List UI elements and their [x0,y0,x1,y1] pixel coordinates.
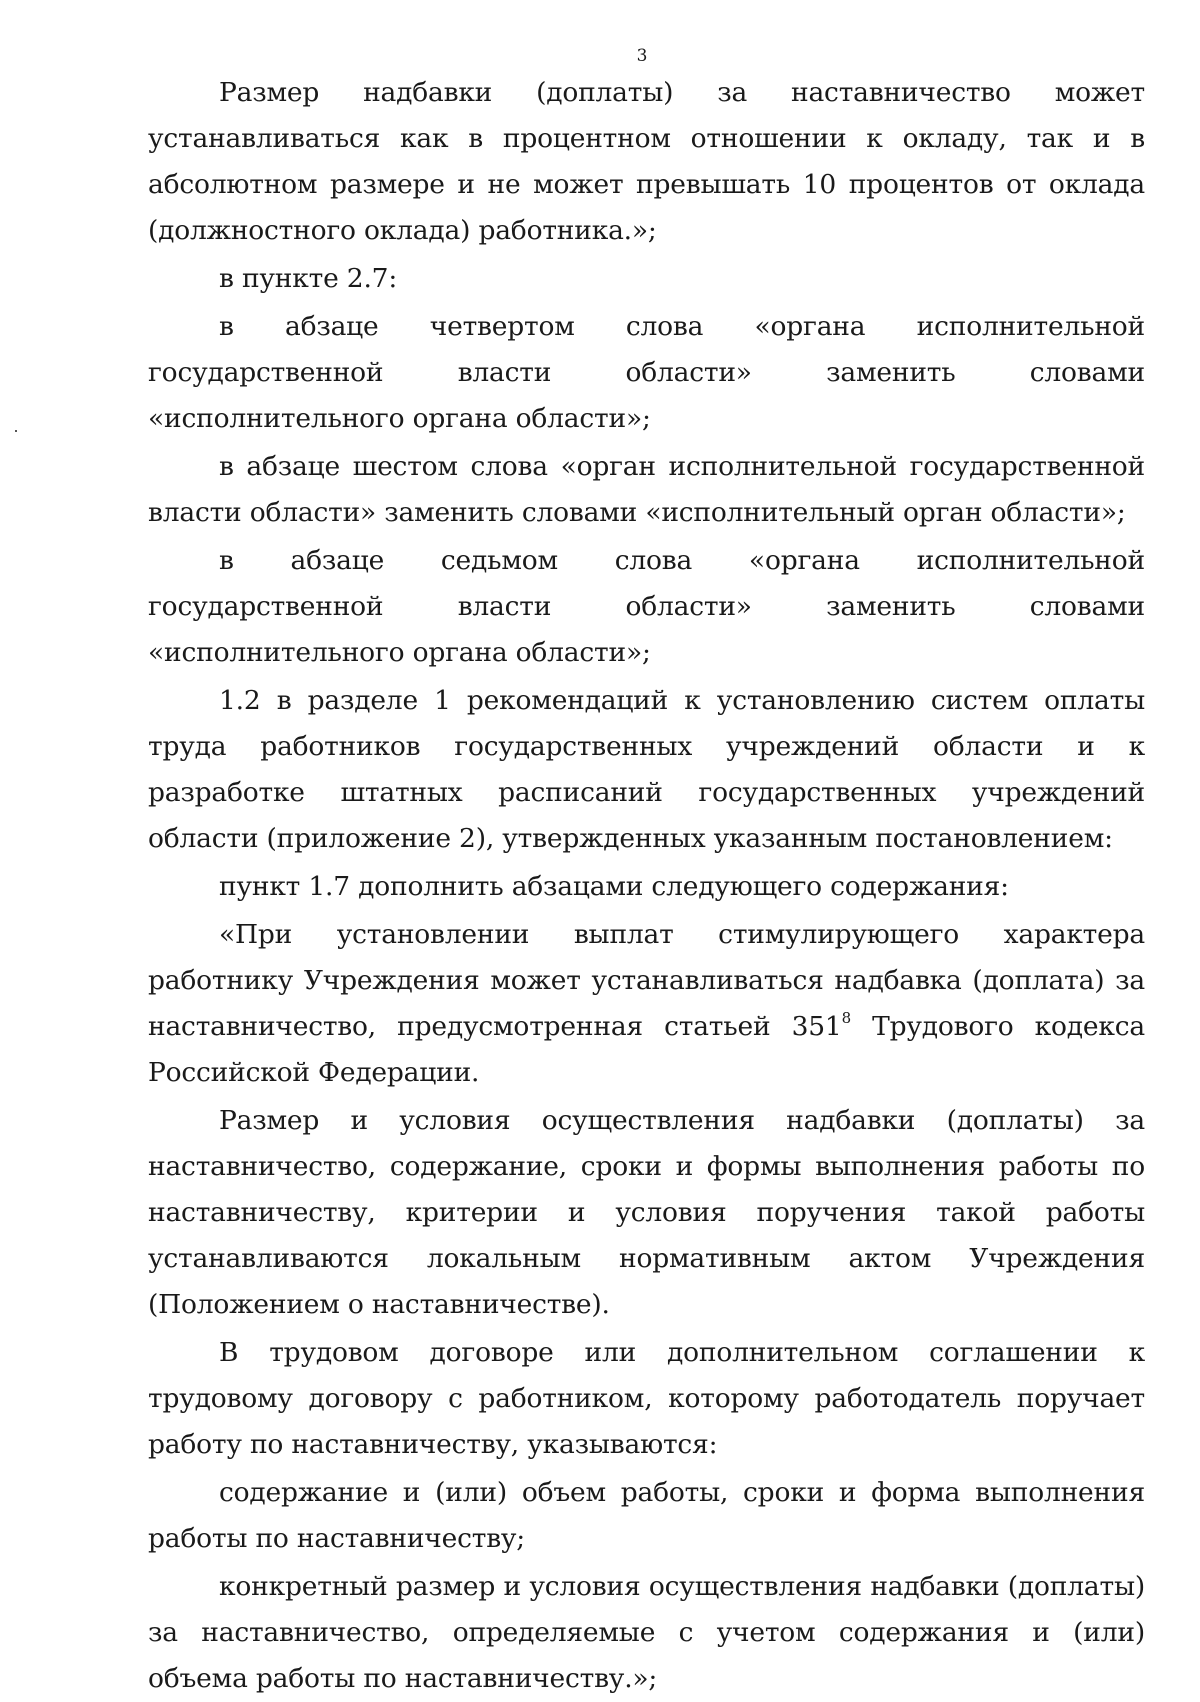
paragraph-stimulating-payments [148,912,1145,1096]
paragraph-seventh-abzac: в абзаце седьмом слова «органа исполнительной государственной власти области» заменить словами «исполнительного органа области»; [148,545,1145,668]
paragraph-specific-size: конкретный размер и условия осуществления надбавки (доплаты) за наставничество, определяемые с учетом содержания и (или) объема работы по наставничеству.»; [148,1571,1145,1694]
paragraph-clause-1-7: пункт 1.7 дополнить абзацами следующего содержания: [219,871,1009,902]
paragraph-mentorship-bonus-size: Размер надбавки (доплаты) за наставничество может устанавливаться как в процентном отношении к окладу, так и в абсолютном размере и не может превышать 10 процентов от оклада (должностного оклада) работника.»; [148,77,1145,246]
document-body [148,70,1145,1702]
paragraph-work-content: содержание и (или) объем работы, сроки и форма выполнения работы по наставничеству; [148,1477,1145,1554]
paragraph-clause-2-7: в пункте 2.7: [219,263,398,294]
scan-artifact-dot [15,430,17,432]
paragraph-sixth-abzac: в абзаце шестом слова «орган исполнительной государственной власти области» заменить словами «исполнительный орган области»; [148,451,1145,528]
page-number: 3 [636,46,648,66]
stimulating-payments-text: «При установлении выплат стимулирующего характера работнику Учреждения может устанавливаться надбавка (доплата) за наставничество, предусмотренная статьей 351 [148,919,1145,1042]
paragraph-size-and-conditions: Размер и условия осуществления надбавки (доплаты) за наставничество, содержание, сроки и формы выполнения работы по наставничеству, критерии и условия поручения такой работы устанавливаются локальным нормативным актом Учреждения (Положением о наставничестве). [148,1105,1145,1320]
labor-code-text: Трудового кодекса Российской Федерации. [148,1011,1145,1088]
article-superscript: 8 [841,1009,851,1027]
paragraph-section-1-2: 1.2 в разделе 1 рекомендаций к установлению систем оплаты труда работников государственных учреждений области и к разработке штатных расписаний государственных учреждений области (приложение 2), утвержденных указанным постановлением: [148,685,1145,854]
paragraph-labor-contract: В трудовом договоре или дополнительном соглашении к трудовому договору с работником, которому работодатель поручает работу по наставничеству, указываются: [148,1337,1145,1460]
paragraph-fourth-abzac: в абзаце четвертом слова «органа исполнительной государственной власти области» заменить словами «исполнительного органа области»; [148,311,1145,434]
